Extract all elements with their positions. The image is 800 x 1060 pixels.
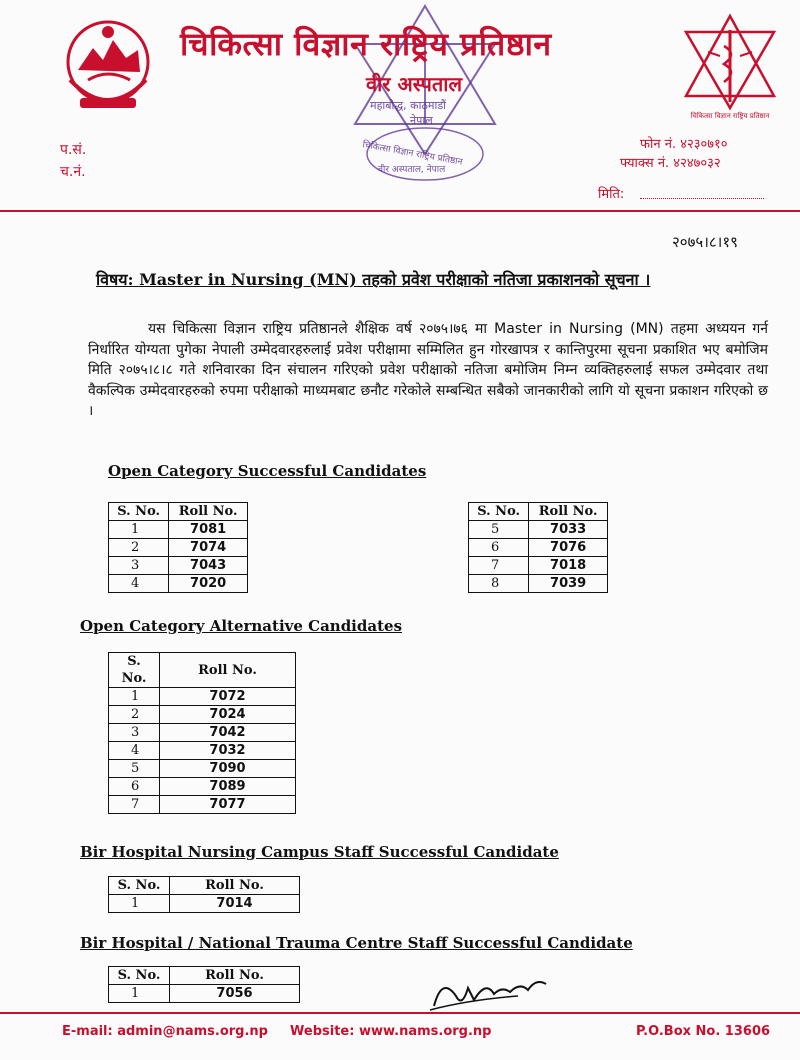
sno-cell: 1 — [109, 688, 160, 706]
open-success-table-a — [108, 502, 248, 593]
roll-cell: 7081 — [169, 521, 248, 539]
sno-cell: 6 — [469, 539, 529, 557]
roll-cell: 7074 — [169, 539, 248, 557]
dispatch-number-label: च.नं. — [60, 164, 86, 180]
roll-cell: 7072 — [160, 688, 296, 706]
stamp-text-1: महाबौद्ध, काठमाडौं — [370, 99, 447, 112]
sno-header: S. No. — [109, 967, 170, 985]
section-title-open-success: Open Category Successful Candidates — [108, 462, 427, 480]
sno-cell: 1 — [109, 521, 169, 539]
date-label: मिति: — [598, 187, 625, 202]
table-row — [109, 742, 296, 760]
campus-staff-table — [108, 876, 300, 913]
table-row — [109, 575, 248, 593]
roll-cell: 7077 — [160, 796, 296, 814]
table-row — [109, 521, 248, 539]
table-row — [109, 778, 296, 796]
roll-header: Roll No. — [529, 503, 608, 521]
roll-cell: 7042 — [160, 724, 296, 742]
sno-cell: 1 — [109, 895, 170, 913]
table-row — [109, 688, 296, 706]
nams-emblem-logo — [680, 12, 780, 122]
sno-cell: 4 — [109, 742, 160, 760]
sno-cell: 4 — [109, 575, 169, 593]
trauma-staff-table — [108, 966, 300, 1003]
stamp-text-2: नेपाल — [410, 114, 433, 127]
nepal-emblem-logo — [58, 10, 158, 118]
sno-cell: 6 — [109, 778, 160, 796]
roll-header: Roll No. — [169, 503, 248, 521]
section-title-open-alternative: Open Category Alternative Candidates — [80, 617, 403, 635]
notice-subject — [96, 268, 650, 290]
sno-header: S. No. — [109, 877, 170, 895]
table-row — [469, 575, 608, 593]
section-title-trauma-staff: Bir Hospital / National Trauma Centre Staff Successful Candidate — [80, 934, 633, 952]
roll-cell: 7024 — [160, 706, 296, 724]
roll-cell: 7043 — [169, 557, 248, 575]
roll-cell: 7032 — [160, 742, 296, 760]
roll-header: Roll No. — [160, 653, 296, 688]
notice-body: यस चिकित्सा विज्ञान राष्ट्रिय प्रतिष्ठानले शैक्षिक वर्ष २०७५।७६ मा Master in Nursing (MN) तहमा अध्ययन गर्न निर्धारित योग्यता पुगेका नेपाली उम्मेदवारहरुलाई प्रवेश परीक्षामा सम्मिलित हुन गोरखापत्र र कान्तिपुरमा सूचना प्रकाशित भए बमोजिम मिति २०७५।८।८ गते शनिवारका दिन संचालन गरिएको प्रवेश परीक्षाको नतिजा बमोजिम निम्न व्यक्तिहरुलाई सफल उम्मेदवार तथा वैकल्पिक उम्मेदवारहरुको रुपमा परीक्षाको माध्यमबाट छनौट गरेकोले सम्बन्धित सबैको जानकारीको लागि यो सूचना प्रकाशन गरिएको छ । — [88, 321, 768, 419]
roll-header: Roll No. — [170, 967, 300, 985]
table-row — [469, 521, 608, 539]
sno-cell: 7 — [469, 557, 529, 575]
table-row — [469, 557, 608, 575]
roll-cell: 7090 — [160, 760, 296, 778]
table-row — [109, 796, 296, 814]
sno-cell: 8 — [469, 575, 529, 593]
sno-cell: 2 — [109, 539, 169, 557]
section-title-campus-staff: Bir Hospital Nursing Campus Staff Successful Candidate — [80, 843, 559, 861]
sno-cell: 1 — [109, 985, 170, 1003]
sno-header: S. No. — [109, 503, 169, 521]
sno-cell: 7 — [109, 796, 160, 814]
stamp-text-3: चिकित्सा विज्ञान राष्ट्रिय प्रतिष्ठान — [361, 140, 464, 168]
open-alternative-table — [108, 652, 296, 814]
footer-divider — [0, 1012, 800, 1014]
table-row — [109, 760, 296, 778]
subject-label: विषय: — [96, 270, 134, 289]
table-row — [109, 724, 296, 742]
roll-cell: 7089 — [160, 778, 296, 796]
sno-cell: 3 — [109, 557, 169, 575]
roll-cell: 7056 — [170, 985, 300, 1003]
open-success-table-b — [468, 502, 608, 593]
phone-number: फोन नं. ४२३०७१० — [640, 137, 728, 152]
roll-cell: 7020 — [169, 575, 248, 593]
footer-email: E-mail: admin@nams.org.np — [62, 1024, 268, 1039]
footer-website: Website: www.nams.org.np — [290, 1024, 492, 1039]
fax-number: फ्याक्स नं. ४२४७०३२ — [620, 156, 721, 171]
date-line — [640, 198, 764, 199]
table-row — [109, 539, 248, 557]
sno-cell: 5 — [109, 760, 160, 778]
table-row — [109, 557, 248, 575]
stamp-text-4: वीर अस्पताल, नेपाल — [378, 165, 446, 175]
hospital-name: वीर अस्पताल — [366, 72, 463, 96]
svg-text:चिकित्सा विज्ञान राष्ट्रिय प्र: चिकित्सा विज्ञान राष्ट्रिय प्रतिष्ठान — [690, 112, 770, 120]
table-row — [109, 895, 300, 913]
roll-cell: 7039 — [529, 575, 608, 593]
sno-cell: 5 — [469, 521, 529, 539]
footer-pobox: P.O.Box No. 13606 — [636, 1024, 771, 1039]
table-row — [469, 539, 608, 557]
roll-cell: 7014 — [170, 895, 300, 913]
reference-number-label: प.सं. — [60, 142, 87, 158]
roll-header: Roll No. — [170, 877, 300, 895]
sno-header: S. No. — [109, 653, 160, 688]
org-name: चिकित्सा विज्ञान राष्ट्रिय प्रतिष्ठान — [180, 25, 552, 63]
subject-text: Master in Nursing (MN) तहको प्रवेश परीक्षाको नतिजा प्रकाशनको सूचना । — [139, 270, 651, 289]
table-row — [109, 706, 296, 724]
notice-date: २०७५।८।१९ — [672, 233, 738, 251]
sno-cell: 2 — [109, 706, 160, 724]
header-divider — [0, 210, 800, 212]
sno-header: S. No. — [469, 503, 529, 521]
table-row — [109, 985, 300, 1003]
sno-cell: 3 — [109, 724, 160, 742]
roll-cell: 7076 — [529, 539, 608, 557]
roll-cell: 7033 — [529, 521, 608, 539]
roll-cell: 7018 — [529, 557, 608, 575]
